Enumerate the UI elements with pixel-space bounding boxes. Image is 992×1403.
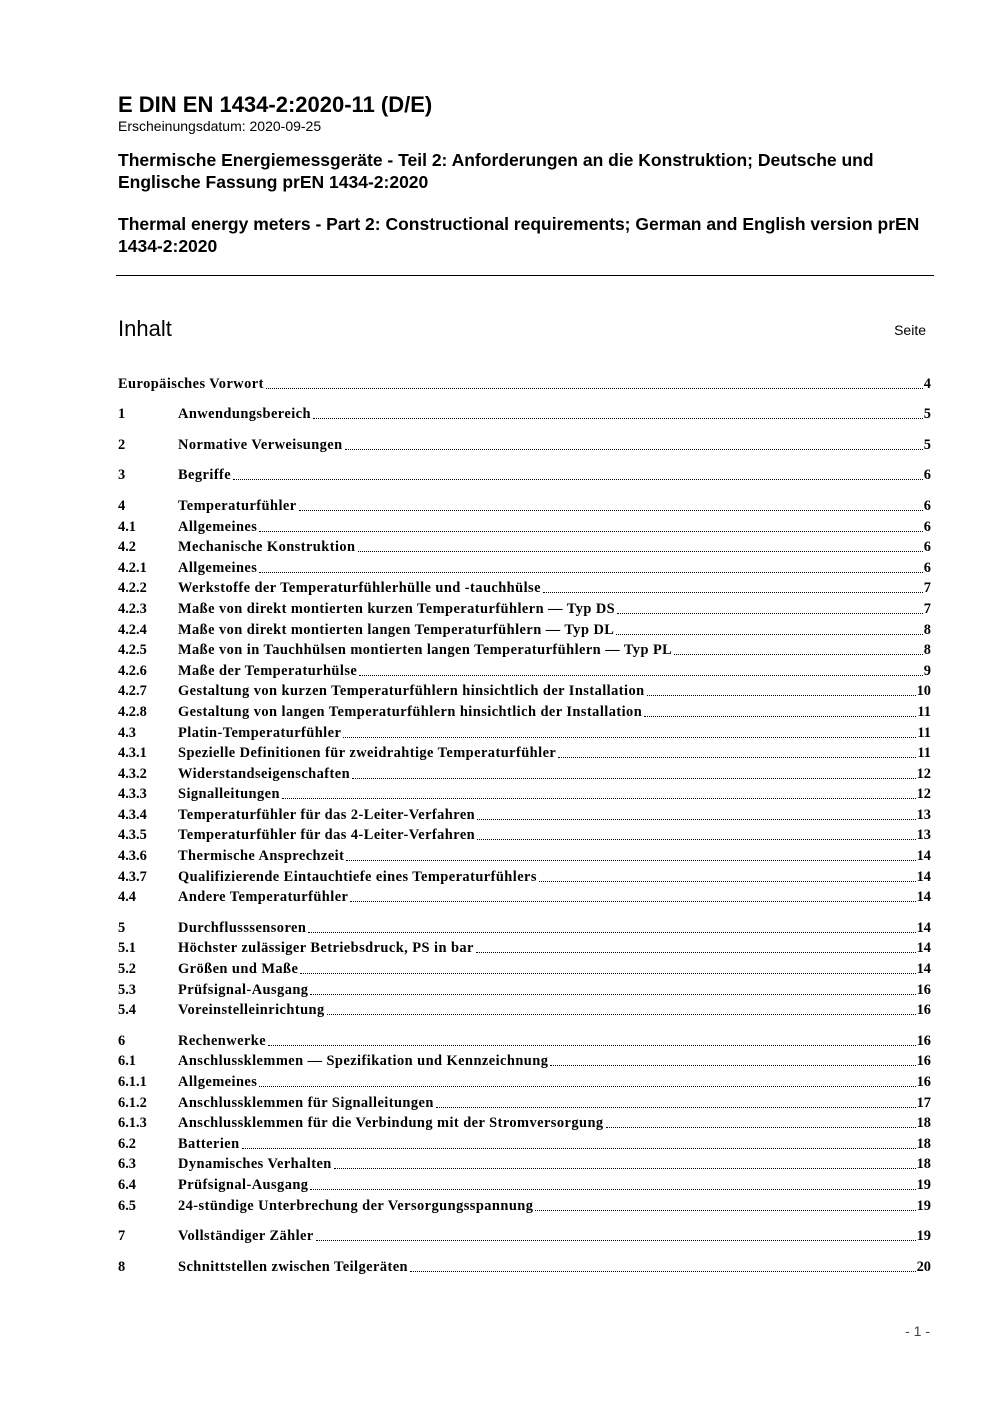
toc-entry-number: 4.2.4	[118, 621, 147, 638]
document-id: E DIN EN 1434-2:2020-11 (D/E)	[118, 92, 433, 117]
toc-entry-title: Durchflusssensoren	[178, 919, 307, 936]
toc-entry-title: Spezielle Definitionen für zweidrahtige Temperaturfühler	[178, 745, 557, 762]
toc-entry-number: 8	[118, 1258, 126, 1275]
toc-dot-leader	[535, 1210, 915, 1211]
toc-entry-number: 4.3.5	[118, 827, 147, 844]
toc-entry-page: 18	[916, 1156, 931, 1173]
toc-entry[interactable]	[118, 978, 931, 999]
toc-entry-number: 6.1.3	[118, 1115, 147, 1132]
toc-entry[interactable]	[118, 1132, 931, 1153]
toc-dot-leader	[233, 479, 923, 480]
toc-entry[interactable]	[118, 916, 931, 937]
toc-entry-number: 2	[118, 436, 126, 453]
toc-dot-leader	[476, 952, 916, 953]
toc-entry-page: 11	[917, 724, 931, 741]
toc-dot-leader	[242, 1148, 916, 1149]
toc-entry[interactable]	[118, 1112, 931, 1133]
toc-page-label: Seite	[894, 322, 926, 338]
toc-entry-page: 6	[923, 497, 931, 514]
toc-entry-page: 6	[923, 467, 931, 484]
toc-dot-leader	[616, 634, 922, 635]
toc-entry[interactable]	[118, 1194, 931, 1215]
toc-entry-title: Temperaturfühler für das 2-Leiter-Verfahren	[178, 806, 476, 823]
toc-entry-page: 6	[923, 559, 931, 576]
toc-entry-title: Höchster zulässiger Betriebsdruck, PS in bar	[178, 940, 474, 957]
toc-entry-page: 13	[916, 827, 931, 844]
toc-dot-leader	[310, 994, 915, 995]
toc-entry-page: 8	[923, 642, 931, 659]
toc-entry[interactable]	[118, 433, 931, 454]
toc-entry-title: Normative Verweisungen	[178, 436, 343, 453]
toc-entry-page: 18	[916, 1135, 931, 1152]
toc-entry-title: Voreinstelleinrichtung	[178, 1002, 325, 1019]
toc-dot-leader	[543, 592, 923, 593]
toc-entry-page: 5	[923, 406, 931, 423]
toc-entry[interactable]	[118, 783, 931, 804]
toc-entry-page: 11	[917, 703, 931, 720]
toc-entry-number: 4.3.6	[118, 848, 147, 865]
toc-dot-leader	[310, 1189, 915, 1190]
toc-dot-leader	[308, 932, 915, 933]
toc-entry[interactable]	[118, 937, 931, 958]
toc-entry-title: Schnittstellen zwischen Teilgeräten	[178, 1258, 408, 1275]
toc-entry-number: 6.1.2	[118, 1094, 147, 1111]
toc-entry-title: Allgemeines	[178, 1074, 258, 1090]
title-german: Thermische Energiemessgeräte - Teil 2: Anforderungen an die Konstruktion; Deutsche und Englische Fassung prEN 1434-2:2020	[118, 150, 874, 192]
toc-entry-title: Gestaltung von kurzen Temperaturfühlern hinsichtlich der Installation	[178, 683, 645, 700]
toc-entry-page: 19	[916, 1176, 931, 1193]
toc-entry-title: 24-stündige Unterbrechung der Versorgungsspannung	[178, 1197, 534, 1214]
toc-entry-title: Maße von direkt montierten kurzen Temperaturfühlern — Typ DS	[178, 600, 616, 617]
toc-entry-title: Allgemeines	[178, 518, 258, 535]
toc-entry[interactable]	[118, 494, 931, 515]
toc-dot-leader	[644, 716, 916, 717]
toc-entry[interactable]	[118, 1050, 931, 1071]
toc-dot-leader	[299, 510, 923, 511]
toc-entry-number: 4.2.1	[118, 559, 147, 576]
document-header	[118, 92, 934, 257]
toc-entry-number: 6.5	[118, 1197, 136, 1214]
toc-entry[interactable]	[118, 824, 931, 845]
toc-dot-leader	[343, 737, 916, 738]
table-of-contents	[118, 372, 931, 1276]
toc-entry-number: 4.2.2	[118, 580, 147, 597]
toc-entry-title: Werkstoffe der Temperaturfühlerhülle und -tauchhülse	[178, 580, 541, 597]
title-english: Thermal energy meters - Part 2: Constructional requirements; German and English version prEN 1434-2:2020	[118, 214, 920, 256]
toc-dot-leader	[674, 654, 923, 655]
toc-entry-title: Dynamisches Verhalten	[178, 1156, 332, 1173]
toc-entry-number: 6.1	[118, 1053, 136, 1070]
toc-entry-page: 8	[923, 621, 931, 638]
toc-entry-number: 4.3.4	[118, 806, 147, 823]
toc-entry-number: 3	[118, 467, 126, 484]
toc-entry-title: Temperaturfühler für das 4-Leiter-Verfahren	[178, 827, 476, 844]
toc-entry-number: 5.1	[118, 940, 136, 957]
toc-dot-leader	[346, 860, 915, 861]
toc-entry-number: 6.1.1	[118, 1074, 147, 1090]
toc-entry-page: 14	[916, 940, 931, 957]
toc-entry[interactable]	[118, 618, 931, 639]
toc-entry[interactable]	[118, 1029, 931, 1050]
toc-entry-title: Anschlussklemmen für die Verbindung mit der Stromversorgung	[178, 1115, 604, 1132]
toc-entry[interactable]	[118, 556, 931, 577]
toc-entry-number: 4.3.1	[118, 745, 147, 762]
toc-entry[interactable]	[118, 762, 931, 783]
toc-entry-page: 4	[923, 375, 931, 392]
toc-entry-page: 6	[923, 539, 931, 556]
toc-entry-number: 4.4	[118, 889, 136, 906]
page-number: - 1 -	[905, 1323, 930, 1339]
toc-entry-page: 16	[916, 1032, 931, 1049]
toc-entry-number: 4.2	[118, 539, 136, 556]
toc-dot-leader	[316, 1240, 916, 1241]
toc-entry-number: 4.3	[118, 724, 136, 741]
toc-entry-page: 12	[916, 765, 931, 782]
toc-entry[interactable]	[118, 886, 931, 907]
toc-dot-leader	[477, 819, 915, 820]
toc-entry-title: Widerstandseigenschaften	[178, 765, 351, 782]
toc-entry-page: 14	[916, 919, 931, 936]
toc-dot-leader	[359, 675, 923, 676]
toc-entry-number: 4.3.3	[118, 786, 147, 803]
toc-entry[interactable]	[118, 1255, 931, 1276]
toc-entry-title: Mechanische Konstruktion	[178, 539, 356, 556]
toc-entry[interactable]	[118, 865, 931, 886]
toc-entry-title: Rechenwerke	[178, 1032, 267, 1049]
toc-entry-number: 7	[118, 1228, 126, 1245]
toc-title: Inhalt	[118, 316, 172, 341]
toc-entry-number: 4.2.3	[118, 600, 147, 617]
toc-entry-number: 4.2.6	[118, 662, 147, 679]
toc-dot-leader	[410, 1271, 916, 1272]
toc-entry[interactable]	[118, 1091, 931, 1112]
toc-dot-leader	[259, 531, 923, 532]
toc-entry-title: Allgemeines	[178, 559, 258, 576]
toc-dot-leader	[558, 757, 916, 758]
toc-entry-title: Maße von direkt montierten langen Temperaturfühlern — Typ DL	[178, 621, 615, 638]
toc-entry-title: Qualifizierende Eintauchtiefe eines Temperaturfühlers	[178, 868, 537, 885]
toc-entry[interactable]	[118, 403, 931, 424]
toc-entry[interactable]	[118, 700, 931, 721]
toc-entry-number: 6	[118, 1032, 126, 1049]
toc-entry-title: Anwendungsbereich	[178, 406, 311, 423]
toc-entry-number: 4.3.7	[118, 868, 147, 885]
toc-dot-leader	[313, 418, 923, 419]
toc-entry-page: 14	[916, 868, 931, 885]
toc-entry-number: 5.3	[118, 981, 136, 998]
toc-entry-title: Größen und Maße	[178, 961, 299, 978]
toc-dot-leader	[606, 1127, 916, 1128]
toc-entry-number: 6.2	[118, 1135, 136, 1152]
toc-entry-page: 9	[923, 662, 931, 679]
toc-entry-number: 6.4	[118, 1176, 136, 1193]
toc-dot-leader	[268, 1045, 916, 1046]
toc-entry[interactable]	[118, 515, 931, 536]
publication-date: Erscheinungsdatum: 2020-09-25	[118, 118, 322, 134]
toc-entry[interactable]	[118, 1153, 931, 1174]
toc-entry-title: Thermische Ansprechzeit	[178, 848, 345, 865]
toc-entry-title: Platin-Temperaturfühler	[178, 724, 342, 741]
toc-entry[interactable]	[118, 1225, 931, 1246]
toc-entry-title: Andere Temperaturfühler	[178, 889, 349, 906]
toc-entry-title: Gestaltung von langen Temperaturfühlern hinsichtlich der Installation	[178, 703, 643, 720]
toc-entry[interactable]	[118, 639, 931, 660]
toc-entry-number: 4.2.7	[118, 683, 147, 700]
toc-entry-page: 14	[916, 961, 931, 978]
toc-entry[interactable]	[118, 721, 931, 742]
toc-entry-page: 7	[923, 600, 931, 617]
toc-entry[interactable]	[118, 597, 931, 618]
toc-entry-number: 4.2.8	[118, 703, 147, 720]
toc-entry-title: Vollständiger Zähler	[178, 1228, 314, 1245]
toc-dot-leader	[259, 1086, 915, 1087]
toc-dot-leader	[282, 798, 916, 799]
toc-entry-number: 1	[118, 406, 126, 423]
toc-entry-page: 16	[916, 981, 931, 998]
toc-entry-title: Anschlussklemmen für Signalleitungen	[178, 1094, 434, 1111]
toc-entry-number: 4.2.5	[118, 642, 147, 659]
toc-entry-title: Prüfsignal-Ausgang	[178, 1176, 309, 1193]
toc-dot-leader	[259, 572, 923, 573]
toc-entry-page: 5	[923, 436, 931, 453]
toc-entry-number: 5.4	[118, 1002, 136, 1019]
toc-entry-number: 4	[118, 497, 126, 514]
toc-entry[interactable]	[118, 464, 931, 485]
toc-entry-title: Prüfsignal-Ausgang	[178, 981, 309, 998]
toc-dot-leader	[647, 695, 916, 696]
toc-entry[interactable]	[118, 957, 931, 978]
toc-dot-leader	[617, 613, 923, 614]
toc-entry-page: 12	[916, 786, 931, 803]
toc-dot-leader	[266, 388, 923, 389]
toc-dot-leader	[300, 973, 915, 974]
toc-entry-page: 7	[923, 580, 931, 597]
toc-entry[interactable]	[118, 372, 931, 393]
toc-entry[interactable]	[118, 680, 931, 701]
toc-entry-page: 18	[916, 1115, 931, 1132]
toc-entry-page: 19	[916, 1228, 931, 1245]
toc-entry-title: Batterien	[178, 1135, 240, 1152]
toc-dot-leader	[539, 881, 916, 882]
toc-dot-leader	[477, 839, 915, 840]
toc-entry-title: Maße der Temperaturhülse	[178, 662, 358, 679]
toc-entry[interactable]	[118, 844, 931, 865]
toc-entry-number: 6.3	[118, 1156, 136, 1173]
toc-entry-title: Anschlussklemmen — Spezifikation und Kennzeichnung	[178, 1053, 549, 1070]
toc-entry-page: 17	[916, 1094, 931, 1111]
toc-entry-title: Europäisches Vorwort	[118, 375, 264, 392]
header-divider	[116, 275, 934, 276]
toc-entry-page: 14	[916, 889, 931, 906]
toc-entry[interactable]	[118, 659, 931, 680]
toc-heading	[118, 314, 926, 344]
toc-entry-page: 14	[916, 848, 931, 865]
toc-entry[interactable]	[118, 742, 931, 763]
toc-entry[interactable]	[118, 1070, 931, 1091]
toc-entry-page: 10	[916, 683, 931, 700]
toc-entry-page: 13	[916, 806, 931, 823]
toc-entry-page: 16	[916, 1074, 931, 1090]
toc-dot-leader	[334, 1168, 916, 1169]
toc-dot-leader	[436, 1107, 916, 1108]
toc-entry[interactable]	[118, 536, 931, 557]
toc-entry[interactable]	[118, 803, 931, 824]
toc-entry-page: 19	[916, 1197, 931, 1214]
toc-entry-number: 4.1	[118, 518, 136, 535]
toc-entry-page: 16	[916, 1002, 931, 1019]
toc-entry-title: Maße von in Tauchhülsen montierten langen Temperaturfühlern — Typ PL	[178, 642, 673, 659]
toc-dot-leader	[358, 551, 923, 552]
toc-dot-leader	[345, 449, 923, 450]
toc-entry-number: 5	[118, 919, 126, 936]
toc-entry-title: Signalleitungen	[178, 786, 280, 803]
toc-dot-leader	[327, 1014, 916, 1015]
toc-dot-leader	[550, 1065, 915, 1066]
toc-entry-page: 11	[917, 745, 931, 762]
toc-entry-page: 6	[923, 518, 931, 535]
toc-dot-leader	[352, 778, 916, 779]
toc-entry-title: Temperaturfühler	[178, 497, 297, 514]
toc-entry[interactable]	[118, 1173, 931, 1194]
toc-dot-leader	[350, 901, 915, 902]
toc-entry-number: 4.3.2	[118, 765, 147, 782]
toc-entry-title: Begriffe	[178, 467, 232, 484]
toc-entry[interactable]	[118, 577, 931, 598]
toc-entry-number: 5.2	[118, 961, 136, 978]
toc-entry-page: 16	[916, 1053, 931, 1070]
toc-entry[interactable]	[118, 999, 931, 1020]
toc-entry-page: 20	[916, 1258, 931, 1275]
